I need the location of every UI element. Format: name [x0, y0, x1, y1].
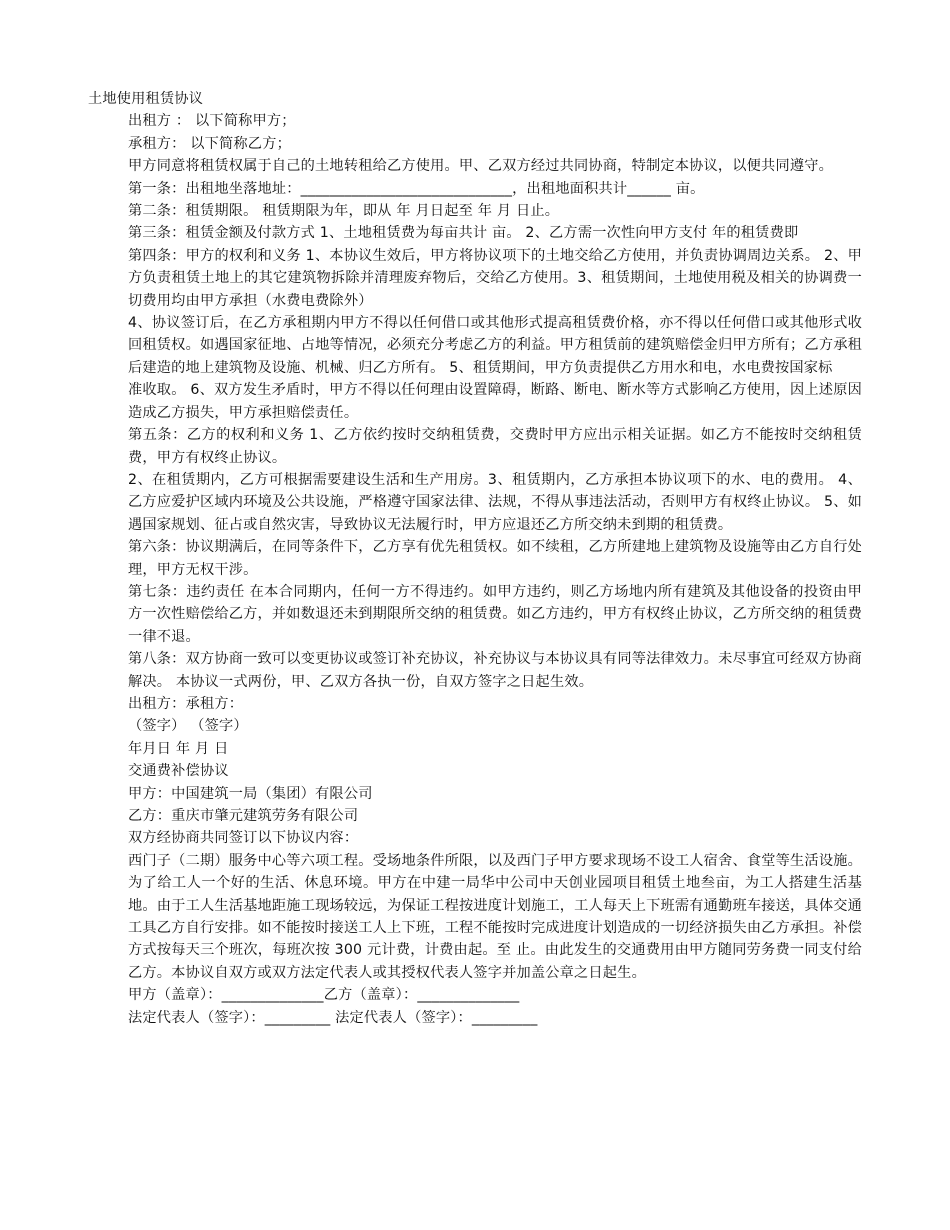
paragraph: 第七条：违约责任 在本合同期内，任何一方不得违约。如甲方违约，则乙方场地内所有建筑及其他设备的投资由甲方一次性赔偿给乙方，并如数退还未到期限所交纳的租赁费。如乙方违约，甲方有权终止协议，乙方所交纳的租赁费一律不退。 [128, 583, 862, 645]
paragraph: 交通费补偿协议 [128, 763, 229, 780]
paragraph: 第四条：甲方的权利和义务 1、本协议生效后，甲方将协议项下的土地交给乙方使用，并负责协调周边关系。 2、甲方负责租赁土地上的其它建筑物拆除并清理废弃物后，交给乙方使用。3、租赁期间，土地使用税及相关的协调费一切费用均由甲方承担（水费电费除外） [128, 247, 862, 309]
paragraph: 第五条：乙方的权利和义务 1、乙方依约按时交纳租赁费，交费时甲方应出示相关证据。如乙方不能按时交纳租赁费，甲方有权终止协议。 [128, 427, 862, 466]
paragraph: 双方经协商共同签订以下协议内容： [128, 830, 359, 847]
paragraph: 出租方 ： 以下简称甲方； [128, 113, 296, 130]
paragraph: 第二条：租赁期限。 租赁期限为年，即从 年 月日起至 年 月 日止。 [128, 203, 560, 220]
paragraph: （签字） （签字） [128, 718, 248, 735]
paragraph: 西门子（二期）服务中心等六项工程。受场地条件所限，以及西门子甲方要求现场不设工人宿舍、食堂等生活设施。为了给工人一个好的生活、休息环境。甲方在中建一局华中公司中天创业园项目租赁土地叁亩，为工人搭建生活基地。由于工人生活基地距施工现场较远，为保证工程按进度计划施工，工人每天上下班需有通勤班车接送，具体交通工具乙方自行安排。如不能按时接送工人上下班，工程不能按时完成进度计划造成的一切经济损失由乙方承担。补偿方式按每天三个班次，每班次按 300 元计费，计费由起。至 止。由此发生的交通费用由甲方随同劳务费一同支付给乙方。本协议自双方或双方法定代表人或其授权代表人签字并加盖公章之日起生。 [128, 852, 862, 981]
paragraph: 年月日 年 月 日 [128, 740, 229, 757]
paragraph: 第三条：租赁金额及付款方式 1、土地租赁费为每亩共计 亩。 2、乙方需一次性向甲方支付 年的租赁费即 [128, 225, 799, 242]
paragraph: 第一条：出租地坐落地址：_____________________________，出租地面积共计______ 亩。 [128, 180, 705, 197]
paragraph: 甲方（盖章）：______________乙方（盖章）：______________ [128, 987, 520, 1004]
document-title: 土地使用租赁协议 [88, 91, 204, 107]
paragraph: 甲方同意将租赁权属于自己的土地转租给乙方使用。甲、乙双方经过共同协商，特制定本协议，以便共同遵守。 [128, 158, 833, 175]
paragraph: 出租方：承租方： [128, 695, 244, 712]
paragraph: 法定代表人（签字）：_________ 法定代表人（签字）：_________ [128, 1009, 538, 1026]
paragraph: 乙方：重庆市肇元建筑劳务有限公司 [128, 808, 359, 824]
paragraph: 2、在租赁期内，乙方可根据需要建设生活和生产用房。3、租赁期内，乙方承担本协议项下的水、电的费用。 4、乙方应爱护区域内环境及公共设施，严格遵守国家法律、法规，不得从事违法活动，否则甲方有权终止协议。 5、如遇国家规划、征占或自然灾害，导致协议无法履行时，甲方应退还乙方所交纳未到期的租赁费。 [128, 471, 862, 533]
paragraph: 第六条：协议期满后，在同等条件下，乙方享有优先租赁权。如不续租，乙方所建地上建筑物及设施等由乙方自行处理，甲方无权干涉。 [128, 539, 862, 578]
paragraph: 4、协议签订后，在乙方承租期内甲方不得以任何借口或其他形式提高租赁费价格，亦不得以任何借口或其他形式收回租赁权。如遇国家征地、占地等情况，必须充分考虑乙方的利益。甲方租赁前的建筑赔偿金归甲方所有；乙方承租后建造的地上建筑物及设施、机械、归乙方所有。 5、租赁期间，甲方负责提供乙方用水和电，水电费按国家标 [128, 315, 862, 376]
paragraph: 准收取。 6、双方发生矛盾时，甲方不得以任何理由设置障碍，断路、断电、断水等方式影响乙方使用，因上述原因造成乙方损失，甲方承担赔偿责任。 [128, 382, 862, 421]
document-page [88, 88, 862, 1029]
paragraph: 承租方： 以下简称乙方； [128, 135, 291, 152]
paragraph: 甲方：中国建筑一局（集团）有限公司 [128, 785, 373, 802]
paragraph: 第八条：双方协商一致可以变更协议或签订补充协议，补充协议与本协议具有同等法律效力。未尽事宜可经双方协商解决。 本协议一式两份，甲、乙双方各执一份，自双方签字之日起生效。 [128, 651, 862, 690]
document-body [88, 110, 862, 1029]
